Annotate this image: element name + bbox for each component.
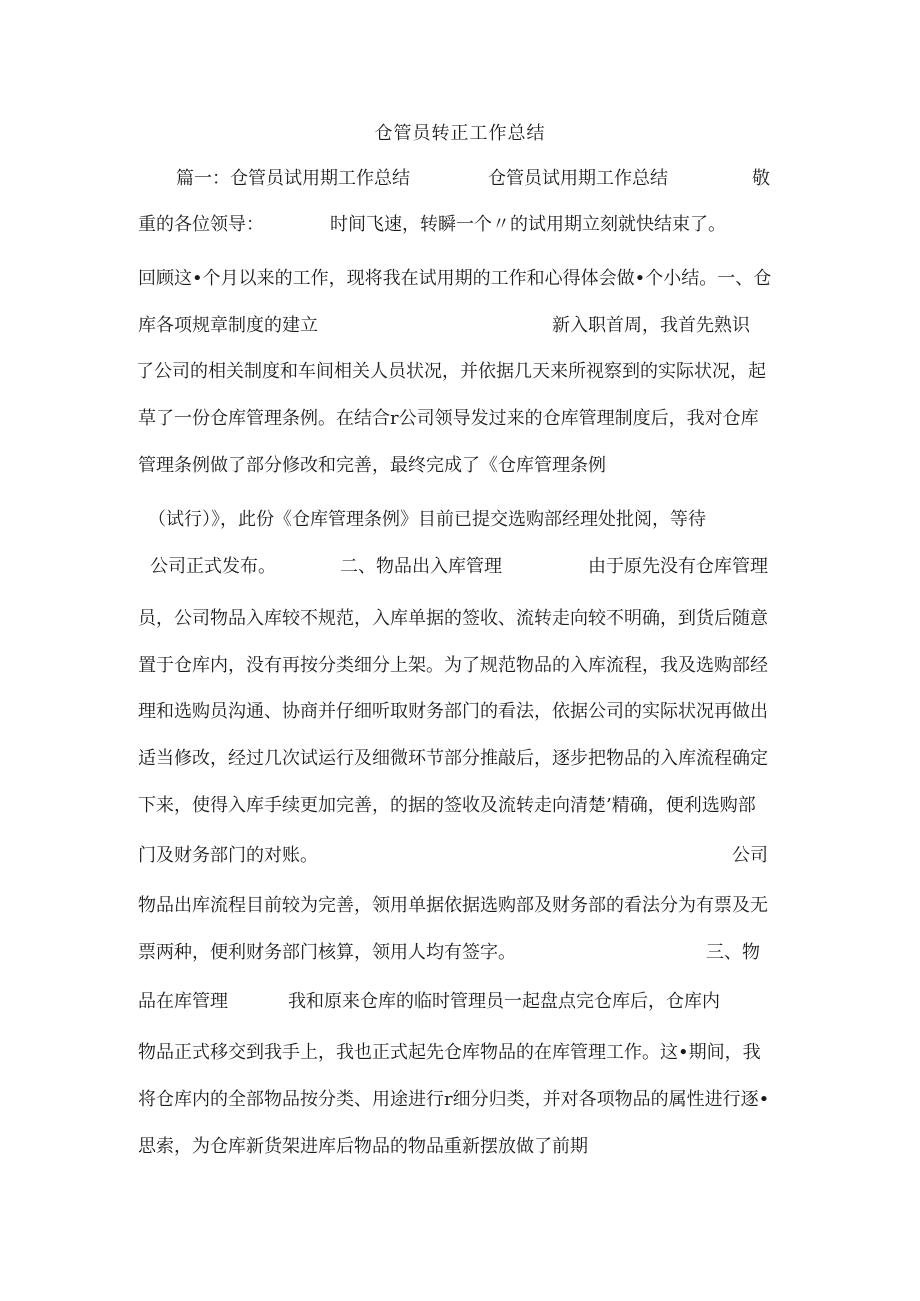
text-segment: 置于仓库内，没有再按分类细分上架。为了规范物品的入库流程，我及选购部经 [138, 655, 768, 676]
text-segment: 思索，为仓库新货架进库后物品的物品重新摆放做了前期 [138, 1136, 588, 1157]
text-segment: 将仓库内的全部物品按分类、用途进行r细分归类，并对各项物品的属性进行逐• [138, 1089, 770, 1110]
text-segment: 票两种，便利财务部门核算，领用人均有签字。 [138, 942, 516, 963]
text-segment: 二、物品出入库管理 [340, 556, 502, 577]
text-segment: 篇一：仓管员试用期工作总结 [176, 168, 410, 189]
text-segment: 公司正式发布。 [150, 556, 276, 577]
text-segment: 下来，使得入库手续更加完善，的据的签收及流转走向清楚’精确，便利选购部 [138, 795, 756, 816]
text-segment: 新入职首周，我首先熟识 [552, 315, 750, 336]
text-segment: 草了一份仓库管理条例。在结合r公司领导发过来的仓库管理制度后，我对仓库 [138, 408, 759, 429]
text-segment: 品在库管理 [138, 991, 228, 1012]
text-segment: 三、物 [706, 942, 760, 963]
text-segment: 由于原先没有仓库管理 [588, 556, 768, 577]
text-segment: 敬 [752, 168, 770, 189]
document-title: 仓管员转正工作总结 [374, 123, 546, 144]
text-segment: 管理条例做了部分修改和完善，最终完成了《仓库管理条例 [138, 455, 606, 476]
text-segment: 了公司的相关制度和车间相关人员状况，并依据几天来所视察到的实际状况，起 [136, 361, 766, 382]
text-segment: 物品出库流程目前较为完善，领用单据依据选购部及财务部的看法分为有票及无 [138, 895, 768, 916]
text-segment: 公司 [732, 845, 768, 866]
text-segment: 门及财务部门的对账。 [138, 845, 318, 866]
text-segment: （试行）》，此份《仓库管理条例》目前已提交选购部经理处批阅，等待 [148, 509, 706, 530]
text-segment: 我和原来仓库的临时管理员一起盘点完仓库后，仓库内 [288, 991, 720, 1012]
text-segment: 理和选购员沟通、协商并仔细听取财务部门的看法，依据公司的实际状况再做出 [138, 701, 768, 722]
text-segment: 重的各位领导： [138, 214, 264, 235]
text-segment: 时间飞速，转瞬一个〃的试用期立刻就快结束了。 [330, 214, 726, 235]
text-segment: 员，公司物品入库较不规范，入库单据的签收、流转走向较不明确，到货后随意 [138, 608, 768, 629]
text-segment: 回顾这•个月以来的工作，现将我在试用期的工作和心得体会做•个小结。一、仓 [138, 268, 772, 289]
text-segment: 适当修改，经过几次试运行及细微环节部分推敲后，逐步把物品的入库流程确定 [138, 748, 768, 769]
text-segment: 物品正式移交到我手上，我也正式起先仓库物品的在库管理工作。这•期间，我 [138, 1042, 761, 1063]
text-segment: 库各项规章制度的建立 [138, 315, 318, 336]
text-segment: 仓管员试用期工作总结 [488, 168, 668, 189]
